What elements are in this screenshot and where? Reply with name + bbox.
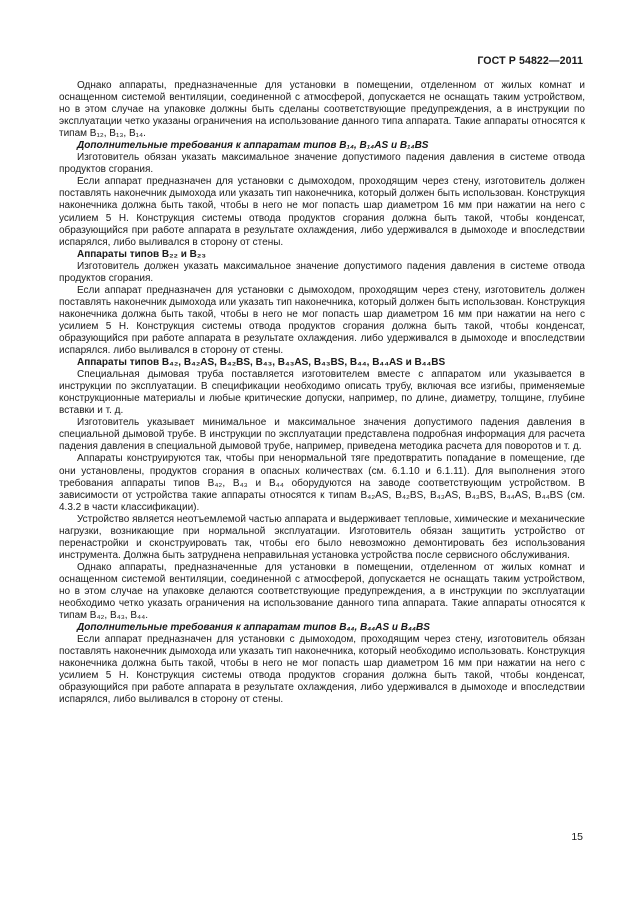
paragraph: Устройство является неотъемлемой частью аппарата и выдерживает тепловые, химические и механические нагрузки, возникающие при нормальной эксплуатации. Изготовитель обязан защитить устройство от перенастройки и сконструировать так, чтобы его было невозможно демонтировать без использования инструмента. Должна быть затруднена неправильная установка устройства после сервисного обслуживания.	[59, 513, 585, 561]
section-heading: Аппараты типов B₂₂ и B₂₃	[77, 248, 206, 260]
section-heading: Дополнительные требования к аппаратам типов B₁₄, B₁₄AS и B₁₄BS	[77, 140, 429, 152]
paragraph: Изготовитель указывает минимальное и максимальное значения допустимого падения давления в специальной дымовой трубе. В инструкции по эксплуатации представлена подробная информация для расчета падения давления в специальной дымовой трубе, например, приведена методика расчета для поворотов и т. д.	[59, 417, 585, 453]
standard-header: ГОСТ Р 54822—2011	[477, 55, 583, 67]
paragraph: Если аппарат предназначен для установки с дымоходом, проходящим через стену, изготовитель обязан поставлять наконечник дымохода или указать тип наконечника, который необходимо использовать. Конструкция наконечника должна быть такой, чтобы в него не мог попасть шар диаметром 16 мм при нажатии на него с усилием 5 Н. Конструкция системы отвода продуктов сгорания должна быть такой, чтобы конденсат, образующийся при работе аппарата в результате охлаждения, либо удерживался в дымоходе и впоследствии испарялся, либо выливался в сторону от стены.	[59, 634, 585, 706]
paragraph: Если аппарат предназначен для установки с дымоходом, проходящим через стену, изготовитель должен поставлять наконечник дымохода или указать тип наконечника, который должен быть использован. Конструкция наконечника должна быть такой, чтобы в него не мог попасть шар диаметром 16 мм при нажатии на него с усилием 5 Н. Конструкция системы отвода продуктов сгорания должна быть такой, чтобы конденсат, образующийся при работе аппарата в результате охлаждения, либо удерживался в дымоходе и впоследствии испарялся, либо выливался в сторону от стены.	[59, 176, 585, 248]
paragraph: Изготовитель обязан указать максимальное значение допустимого падения давления в системе отвода продуктов сгорания.	[59, 152, 585, 176]
paragraph: Аппараты конструируются так, чтобы при ненормальной тяге предотвратить попадание в помещение, где они установлены, продуктов сгорания в опасных количествах (см. 6.1.10 и 6.1.11). Для выполнения этого требования аппараты типов B₄₂, B₄₃ и B₄₄ оборудуются на заводе соответствующим устройством. В зависимости от устройства такие аппараты относятся к типам B₄₂AS, B₄₂BS, B₄₃AS, B₄₃BS, B₄₄AS, B₄₄BS (см. 4.3.2 в части классификации).	[59, 453, 585, 513]
paragraph: Однако аппараты, предназначенные для установки в помещении, отделенном от жилых комнат и оснащенном системой вентиляции, соединенной с атмосферой, допускается не оснащать таким устройством, но в этом случае на упаковке должны быть сделаны соответствующие предупреждения, а в инструкции по эксплуатации четко указаны ограничения на использование данного типа аппарата. Такие аппараты относятся к типам B₁₂, B₁₃, B₁₄.	[59, 80, 585, 140]
paragraph: Если аппарат предназначен для установки с дымоходом, проходящим через стену, изготовитель должен поставлять наконечник дымохода или указать тип наконечника, который должен быть использован. Конструкция наконечника должна быть такой, чтобы в него не мог попасть шар диаметром 16 мм при нажатии на него с усилием 5 Н. Конструкция системы отвода продуктов сгорания должна быть такой, чтобы конденсат, образующийся при работе аппарата в результате охлаждения. либо удерживался в дымоходе и впоследствии испарялся. либо выливался в сторону от стены.	[59, 284, 585, 357]
paragraph: Изготовитель должен указать максимальное значение допустимого падения давления в системе отвода продуктов сгорания.	[59, 260, 585, 284]
section-heading: Дополнительные требования к аппаратам типов B₄₄, B₄₄AS и B₄₄BS	[77, 622, 430, 634]
paragraph: Однако аппараты, предназначенные для установки в помещении, отделенном от жилых комнат и оснащенном системой вентиляции, соединенной с атмосферой, допускается не оснащать таким устройством, но в этом случае на упаковке делаются соответствующие предупреждения, а в инструкции по эксплуатации необходимо четко указать ограничения на использование данного типа аппарата. Такие аппараты относятся к типам B₄₂, B₄₃, B₄₄.	[59, 561, 585, 622]
page-number: 15	[571, 831, 583, 843]
document-body	[59, 80, 585, 706]
paragraph: Специальная дымовая труба поставляется изготовителем вместе с аппаратом или указывается в инструкции по эксплуатации. В спецификации необходимо описать трубу, включая все изгибы, применяемые конструкционные материалы и любые критические допуски, например, по длине, диаметру, толщине, глубине вставки и т. д.	[59, 369, 585, 417]
section-heading: Аппараты типов B₄₂, B₄₂AS, B₄₂BS, B₄₃, B₄₃AS, B₄₃BS, B₄₄, B₄₄AS и B₄₄BS	[77, 357, 446, 369]
